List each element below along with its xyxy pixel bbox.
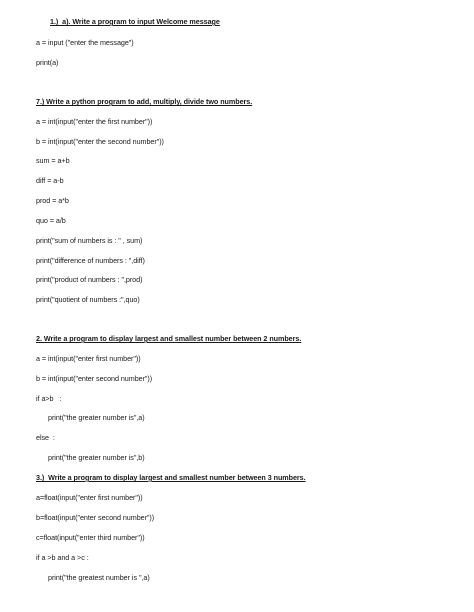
- section-3-heading: 2. Write a program to display largest and smallest number between 2 numbers.: [36, 334, 302, 343]
- code-line: sum = a+b: [36, 156, 70, 165]
- code-line: quo = a/b: [36, 216, 66, 225]
- code-line: print("the greater number is",a): [48, 413, 145, 422]
- section-4-heading: 3.) Write a program to display largest and smallest number between 3 numbers.: [36, 473, 306, 482]
- code-line: print("product of numbers : ",prod): [36, 275, 143, 284]
- section-2-heading: 7.) Write a python program to add, multiply, divide two numbers.: [36, 97, 253, 106]
- section-1-heading: 1.) a). Write a program to input Welcome message: [50, 17, 220, 26]
- code-line: print("the greater number is",b): [48, 453, 145, 462]
- code-line: diff = a-b: [36, 176, 64, 185]
- code-line: prod = a*b: [36, 196, 69, 205]
- code-line: print("the greatest number is ",a): [48, 573, 150, 582]
- code-line: a = input ("enter the message"): [36, 38, 134, 47]
- code-line: a = int(input("enter the first number")): [36, 117, 153, 126]
- code-line: print("difference of numbers : ",diff): [36, 256, 145, 265]
- code-line: if a >b and a >c :: [36, 553, 89, 562]
- code-line: c=float(input("enter third number")): [36, 533, 145, 542]
- code-line: print("sum of numbers is : " , sum): [36, 236, 143, 245]
- code-line: a = int(input("enter first number")): [36, 354, 141, 363]
- code-line: b = int(input("enter the second number")): [36, 137, 164, 146]
- code-line: if a>b :: [36, 394, 62, 403]
- code-line: else :: [36, 433, 55, 442]
- code-line: b = int(input("enter second number")): [36, 374, 153, 383]
- code-line: print("quotient of numbers :",quo): [36, 295, 140, 304]
- code-line: b=float(input("enter second number")): [36, 513, 155, 522]
- code-line: a=float(input("enter first number")): [36, 493, 143, 502]
- code-line: print(a): [36, 58, 59, 67]
